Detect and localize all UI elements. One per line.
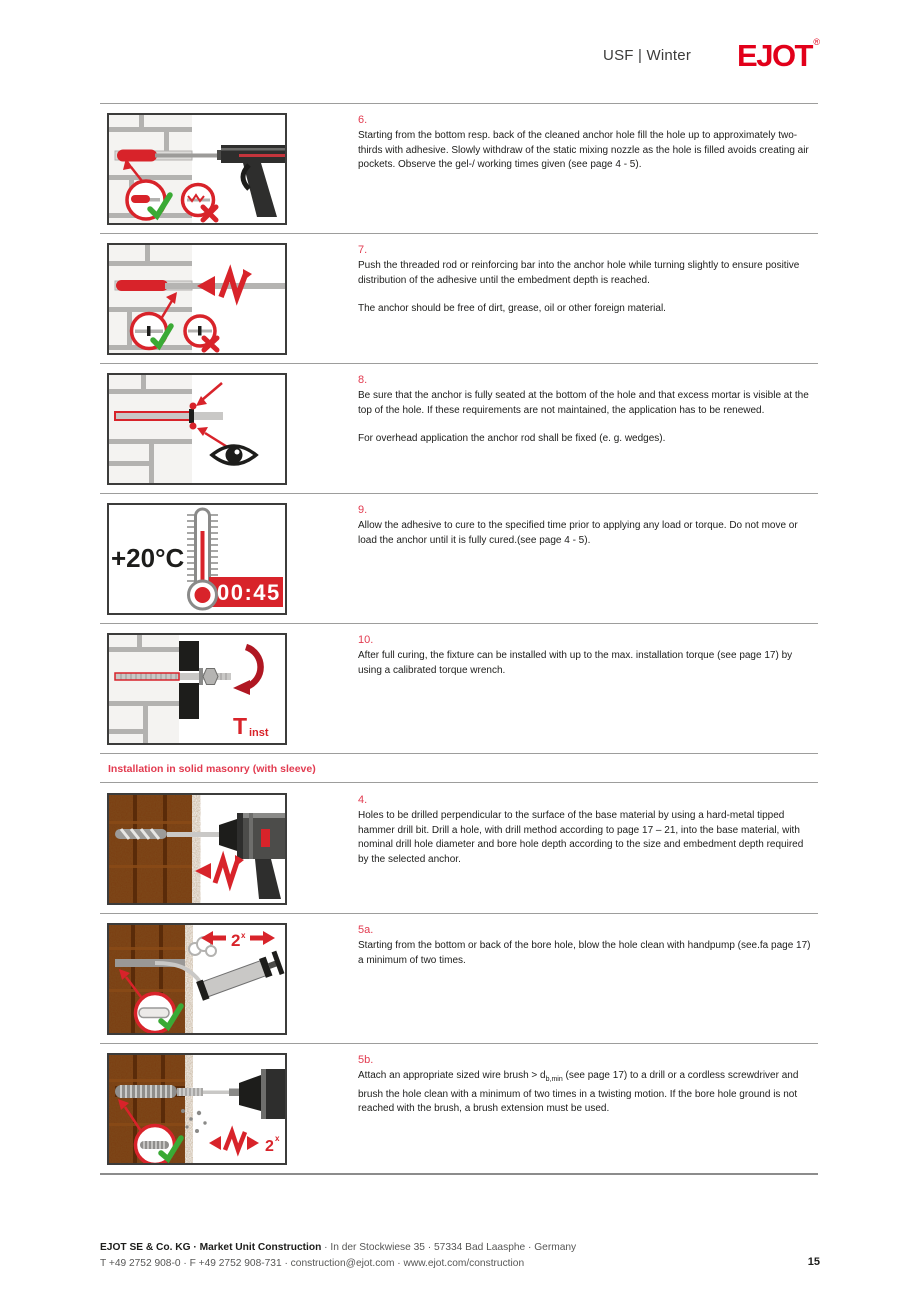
step-9-text xyxy=(358,503,813,623)
step-8 xyxy=(100,363,818,493)
torque-symbol: T xyxy=(233,713,248,739)
temperature-label: +20°C xyxy=(111,543,185,573)
mixing-nozzle xyxy=(155,154,221,158)
step-number: 10. xyxy=(358,634,374,646)
instruction-list xyxy=(100,103,818,1175)
rod-insertion-illustration xyxy=(109,245,285,353)
footer-line-2: T +49 2752 908-0 · F +49 2752 908-731 · construction@ejot.com · www.ejot.com/construction xyxy=(100,1257,525,1269)
adhesive-fill xyxy=(116,280,168,291)
step-8-text xyxy=(358,373,813,493)
ejot-logo xyxy=(737,37,820,73)
step-paragraph: Starting from the bottom resp. back of the cleaned anchor hole fill the hole up to approximately two-thirds with adhesive. Slowly withdraw of the static mixing nozzle as the hole is filled avoids creating air pockets. Observe the gel-/ working times given (see page 4 - 5). xyxy=(358,130,809,170)
curing-time-illustration xyxy=(109,505,285,613)
page-header xyxy=(603,37,820,73)
twist-twice-arrows-icon xyxy=(209,1132,259,1150)
step-4-text xyxy=(358,793,813,913)
masonry-section-header xyxy=(100,753,818,783)
step-6 xyxy=(100,103,818,233)
concrete-wall xyxy=(109,635,179,743)
step-paragraph-part: (see page 17) to a drill or a cordless screwdriver and brush the hole clean with a minimum of two times in a twisting motion. If the bore hole ground is not reached with the brush, a brush extension must be used. xyxy=(358,1070,799,1114)
step-number: 5b. xyxy=(358,1054,374,1066)
pointer-arrow-icon xyxy=(197,427,229,448)
step-4-figure xyxy=(107,793,287,905)
cartridge-gun-icon xyxy=(217,145,285,217)
fixture-plate xyxy=(179,641,199,671)
step-paragraph-part: Attach an appropriate sized wire brush > d xyxy=(358,1070,546,1081)
step-8-figure xyxy=(107,373,287,485)
handpump-icon xyxy=(195,951,284,1003)
company-address: · In der Stockwiese 35 · 57334 Bad Laasphe · Germany xyxy=(321,1242,577,1253)
step-5a-figure xyxy=(107,923,287,1035)
installation-torque-illustration xyxy=(109,635,285,743)
step-5b-text xyxy=(358,1053,813,1173)
step-paragraph: The anchor should be free of dirt, grease, oil or other foreign material. xyxy=(358,303,666,314)
repeat-suffix-label: x xyxy=(241,931,246,940)
step-10 xyxy=(100,623,818,753)
step-paragraph: Holes to be drilled perpendicular to the surface of the base material by using a hard-metal tipped hammer drill bit. Drill a hole, with drill method according to page 17 – 21, into the base material, with nominal drill hole diameter and bore hole depth according to the size and embedment depth required by the selected anchor. xyxy=(358,810,804,865)
step-number: 9. xyxy=(358,504,368,516)
step-10-text xyxy=(358,633,813,753)
section-title: Installation in solid masonry (with sleeve) xyxy=(108,763,316,775)
step-paragraph: Allow the adhesive to cure to the specified time prior to applying any load or torque. Do not move or load the anchor until it is fully cured.(see page 4 - 5). xyxy=(358,520,798,546)
step-number: 5a. xyxy=(358,924,374,936)
repeat-count-label: 2 xyxy=(265,1138,274,1155)
page-footer xyxy=(100,1240,820,1271)
push-twist-arrow-icon xyxy=(197,269,252,297)
document-code: USF | Winter xyxy=(603,47,692,64)
drive-twist-arrow-icon xyxy=(195,855,244,883)
excess-mortar-top xyxy=(190,403,197,410)
registered-mark: ® xyxy=(813,37,820,47)
step-9-figure xyxy=(107,503,287,615)
adhesive-injection-illustration xyxy=(109,115,285,223)
step-5a xyxy=(100,913,818,1043)
step-number: 4. xyxy=(358,794,368,806)
step-paragraph: Push the threaded rod or reinforcing bar into the anchor hole while turning slightly to ensure positive distribution of the adhesive until the embedment depth is reached. xyxy=(358,260,800,286)
step-number: 7. xyxy=(358,244,368,256)
step-paragraph: For overhead application the anchor rod shall be fixed (e. g. wedges). xyxy=(358,433,666,444)
content-end-rule xyxy=(100,1173,818,1175)
thermometer-bulb xyxy=(189,581,217,609)
step-7-figure xyxy=(107,243,287,355)
anchor-seating-check-illustration xyxy=(109,375,285,483)
collar xyxy=(189,409,194,423)
step-paragraph: Starting from the bottom or back of the bore hole, blow the hole clean with handpump (see.fa page 17) a minimum of two times. xyxy=(358,940,811,966)
step-5a-text xyxy=(358,923,813,1043)
step-7-text xyxy=(358,243,813,363)
subscript: b,min xyxy=(545,1076,563,1083)
footer-line-1 xyxy=(100,1240,820,1256)
step-5b-figure xyxy=(107,1053,287,1165)
step-4 xyxy=(100,783,818,913)
masonry-wall xyxy=(109,795,192,903)
step-5b xyxy=(100,1043,818,1173)
torque-arrow-icon xyxy=(233,647,261,695)
wire-brush-cleaning-illustration xyxy=(109,1055,285,1163)
step-7 xyxy=(100,233,818,363)
drill-chuck-icon xyxy=(239,1069,285,1119)
anchor-rod xyxy=(115,412,223,420)
step-paragraph: Be sure that the anchor is fully seated at the bottom of the hole and that excess mortar is visible at the top of the hole. If these requirements are not maintained, the application has to be renewed. xyxy=(358,390,809,416)
step-paragraph: After full curing, the fixture can be installed with up to the max. installation torque (see page 17) by using a calibrated torque wrench. xyxy=(358,650,793,676)
company-name: EJOT SE & Co. KG · Market Unit Construction xyxy=(100,1242,322,1253)
step-number: 6. xyxy=(358,114,368,126)
pointer-arrow-icon xyxy=(196,383,222,406)
handpump-blowing-illustration xyxy=(109,925,285,1033)
step-10-figure xyxy=(107,633,287,745)
torque-subscript: inst xyxy=(249,727,269,739)
adhesive-fill xyxy=(117,150,157,162)
concrete-wall xyxy=(109,375,192,483)
excess-mortar-bottom xyxy=(190,423,197,430)
repeat-count-label: 2 xyxy=(231,931,241,950)
timer-label: 00:45 xyxy=(217,580,281,605)
step-number: 8. xyxy=(358,374,368,386)
page-number: 15 xyxy=(807,1256,820,1268)
repeat-suffix-label: x xyxy=(275,1134,280,1143)
ejot-logo-text: EJOT xyxy=(737,38,812,73)
step-6-text xyxy=(358,113,813,233)
eye-icon xyxy=(212,446,256,464)
hammer-drilling-illustration xyxy=(109,795,285,903)
step-paragraph xyxy=(358,1069,813,1117)
step-6-figure xyxy=(107,113,287,225)
step-9 xyxy=(100,493,818,623)
fixture-plate xyxy=(179,683,199,719)
